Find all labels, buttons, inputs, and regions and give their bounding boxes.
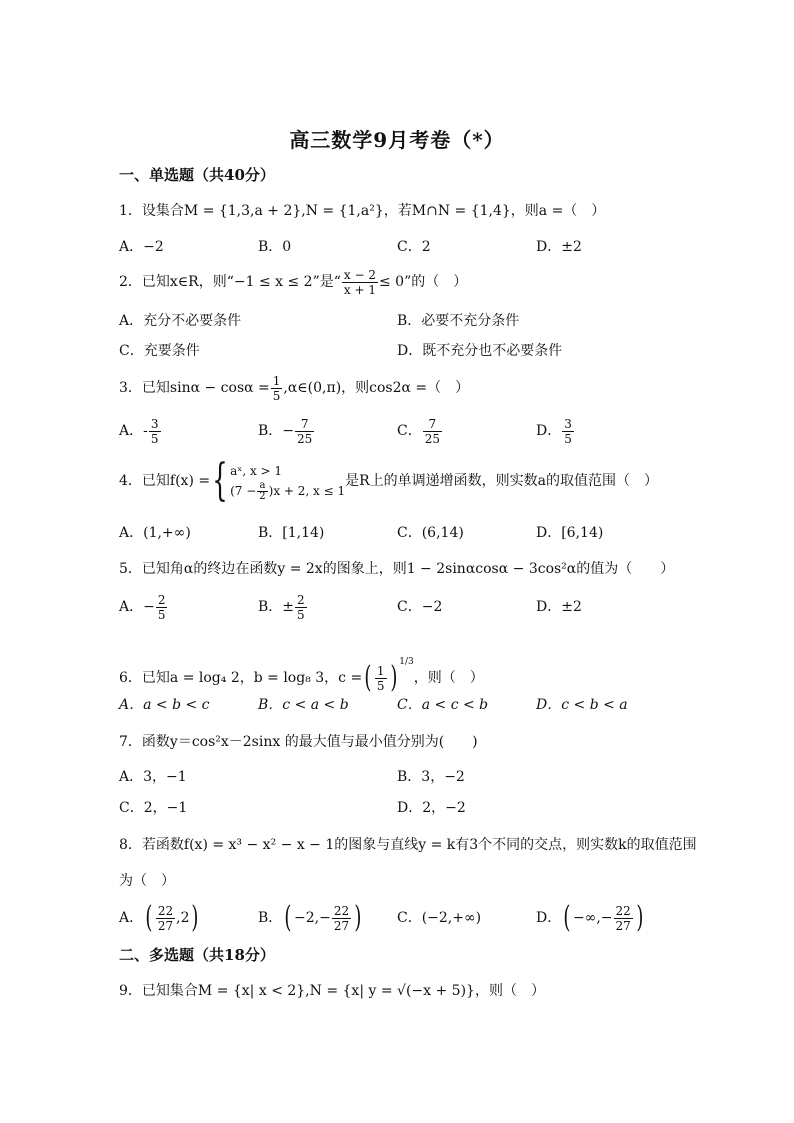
q5-option-a-frac (156, 593, 168, 622)
q2-option-b[interactable]: B．必要不充分条件 (397, 313, 520, 329)
q8-option-b-label: B． (258, 910, 283, 926)
q3-stem-start: 3．已知sinα − cosα = (119, 380, 270, 396)
q8-option-a-den: 27 (157, 918, 174, 933)
q6-stem-start: 6．已知a = log₄ 2，b = log₈ 3，c = (119, 670, 363, 686)
q1-option-d[interactable]: D．±2 (536, 239, 582, 255)
q7-option-b[interactable]: B．3，−2 (397, 769, 465, 785)
q3-option-d-den: 5 (564, 431, 572, 446)
q4-case-2-num: a (257, 481, 267, 492)
question-6-options (0, 694, 794, 716)
q6-option-b[interactable]: B．c < a < b (258, 697, 349, 713)
q3-option-a-frac (149, 417, 161, 446)
q6-stem-end: ，则（ ） (413, 670, 484, 686)
q8-option-a-paren-right: ) (191, 900, 199, 935)
q4-brace: { (212, 455, 228, 506)
q5-option-a[interactable] (119, 590, 168, 624)
q8-option-b-den: 27 (333, 918, 350, 933)
q3-option-b-label: B． (258, 423, 283, 439)
q8-option-a-label: A． (119, 910, 144, 926)
q2-fraction (342, 268, 378, 297)
q3-option-a-label: A． (119, 423, 144, 439)
question-9: 9．已知集合M = {x| x < 2},N = {x| y = √(−x + 5)}，则（ ） (119, 983, 545, 999)
q8-option-d-mid: −∞,− (572, 910, 613, 926)
q6-option-c[interactable]: C．a < c < b (397, 697, 489, 713)
q8-option-d-paren-left: ( (563, 900, 571, 935)
q5-option-a-label: A．− (119, 599, 155, 615)
q1-option-b[interactable]: B．0 (258, 239, 292, 255)
question-5-options (0, 590, 794, 624)
question-7: 7．函数y＝cos²x－2sinx 的最大值与最小值分别为( ) (119, 734, 478, 750)
q3-stem-end: ,α∈(0,π)，则cos2α =（ ） (283, 380, 470, 396)
q2-option-c[interactable]: C．充要条件 (119, 343, 200, 359)
q4-cases (230, 461, 345, 502)
q7-option-d[interactable]: D．2，−2 (397, 800, 466, 816)
q4-case-2-den: 2 (259, 490, 266, 502)
question-8-options (0, 898, 794, 938)
q3-option-a-sign: - (143, 423, 148, 439)
q6-option-a[interactable]: A．a < b < c (119, 697, 210, 713)
q5-option-b-num: 2 (297, 592, 305, 607)
q3-option-c-frac (423, 417, 442, 446)
q2-stem-start: 2．已知x∈R，则“−1 ≤ x ≤ 2”是“ (119, 274, 341, 290)
q3-option-d-frac (562, 417, 574, 446)
q6-c-num: 1 (376, 663, 385, 678)
q4-option-c[interactable]: C．(6,14) (397, 525, 464, 541)
q3-option-d-label: D． (536, 423, 562, 439)
q3-option-b-sign: − (282, 423, 295, 439)
q3-option-c[interactable] (397, 414, 443, 448)
question-1: 1．设集合M = {1,3,a + 2},N = {1,a²}，若M∩N = {1,4}，则a =（ ） (119, 203, 606, 219)
question-3 (119, 372, 469, 404)
q4-option-b[interactable]: B．[1,14) (258, 525, 325, 541)
q3-option-d-num: 3 (564, 416, 572, 431)
section-multiple-choice: 二、多选题（共18分） (119, 946, 275, 964)
q2-stem-end: ≤ 0”的（ ） (378, 274, 468, 290)
q4-stem-start: 4．已知f(x) = (119, 473, 211, 489)
question-6 (119, 642, 484, 698)
q5-option-b-frac (295, 593, 307, 622)
question-4-options (0, 522, 794, 544)
q4-case-2-start: (7 − (230, 483, 257, 498)
q2-frac-num: x − 2 (343, 267, 376, 282)
q4-option-d[interactable]: D．[6,14) (536, 525, 604, 541)
q7-option-a[interactable]: A．3，−1 (119, 769, 187, 785)
q8-option-b-paren-right: ) (354, 900, 362, 935)
q5-option-b-label: B．± (258, 599, 295, 615)
q5-option-d[interactable]: D．±2 (536, 599, 582, 615)
q8-option-d-label: D． (536, 910, 562, 926)
q6-c-exponent: 1/3 (399, 657, 414, 667)
page-title: 高三数学9月考卷（*） (289, 128, 505, 152)
q8-option-d-frac (614, 904, 633, 933)
q4-case-2-end: )x + 2, x ≤ 1 (268, 483, 346, 498)
q3-option-a[interactable] (119, 414, 162, 448)
q2-frac-den: x + 1 (343, 282, 376, 297)
q8-option-a-num: 22 (157, 903, 174, 918)
q8-option-c[interactable]: C．(−2,+∞) (397, 910, 482, 926)
question-2-options-row1 (0, 310, 794, 332)
q8-option-a-paren-left: ( (145, 900, 153, 935)
q8-option-b-num: 22 (333, 903, 350, 918)
q8-option-b-paren-left: ( (284, 900, 292, 935)
question-8-line-1: 8．若函数f(x) = x³ − x² − x − 1的图象与直线y = k有3个不同的交点，则实数k的取值范围 (119, 837, 697, 853)
q8-option-a-tail: ,2 (176, 910, 190, 926)
q4-case-2-frac (257, 481, 267, 502)
q8-option-d-num: 22 (615, 903, 631, 918)
q3-option-a-den: 5 (150, 431, 159, 446)
q1-option-a[interactable]: A．−2 (119, 239, 164, 255)
q1-option-c[interactable]: C．2 (397, 239, 431, 255)
q6-c-den: 5 (376, 678, 385, 693)
q5-option-a-num: 2 (157, 592, 166, 607)
q4-option-a[interactable]: A．(1,+∞) (119, 525, 191, 541)
q3-option-d[interactable] (536, 414, 575, 448)
q6-option-d[interactable]: D．c < b < a (536, 697, 628, 713)
q6-paren-right: ) (389, 660, 397, 695)
q3-option-a-num: 3 (150, 416, 159, 431)
q8-option-b[interactable] (258, 898, 364, 938)
q5-option-c[interactable]: C．−2 (397, 599, 443, 615)
question-2-options-row2 (0, 340, 794, 362)
q7-option-c[interactable]: C．2，−1 (119, 800, 188, 816)
question-7-options-row1 (0, 766, 794, 788)
q6-paren-left: ( (364, 660, 372, 695)
question-7-options-row2 (0, 797, 794, 819)
q3-option-b-den: 25 (297, 431, 313, 446)
q2-option-d[interactable]: D．既不充分也不必要条件 (397, 343, 563, 359)
q3-frac-num: 1 (272, 373, 281, 388)
q8-option-d-paren-right: ) (636, 900, 644, 935)
question-5: 5．已知角α的终边在函数y = 2x的图象上，则1 − 2sinαcosα − 3cos²α的值为（ ） (119, 561, 675, 577)
q3-option-c-label: C． (397, 423, 422, 439)
q3-option-b-frac (295, 417, 314, 446)
q8-option-d[interactable] (536, 898, 646, 938)
q6-c-frac (375, 664, 387, 693)
q3-frac-den: 5 (272, 388, 281, 403)
q4-case-1: aˣ, x > 1 (230, 463, 283, 478)
section-single-choice: 一、单选题（共40分） (119, 166, 275, 184)
q3-option-b-num: 7 (295, 417, 314, 432)
question-4 (119, 456, 658, 506)
q5-option-b-den: 5 (297, 607, 305, 622)
q8-option-b-frac (332, 904, 351, 933)
q2-option-a[interactable]: A．充分不必要条件 (119, 313, 242, 329)
question-3-options (0, 414, 794, 448)
q8-option-a[interactable] (119, 898, 201, 938)
question-8-line-2: 为（ ） (119, 873, 175, 889)
q8-option-b-mid: −2,− (294, 910, 331, 926)
q3-fraction (271, 374, 283, 403)
question-1-options (0, 236, 794, 258)
q4-case-2 (230, 481, 345, 502)
q3-option-b[interactable] (258, 414, 315, 448)
q4-stem-end: 是R上的单调递增函数，则实数a的取值范围（ ） (345, 473, 659, 489)
q5-option-b[interactable] (258, 590, 308, 624)
question-2 (119, 266, 467, 298)
q8-option-a-frac (156, 904, 175, 933)
q5-option-a-den: 5 (157, 607, 166, 622)
q3-option-c-den: 25 (424, 431, 440, 446)
q8-option-d-den: 27 (615, 918, 631, 933)
q3-option-c-num: 7 (423, 417, 442, 432)
